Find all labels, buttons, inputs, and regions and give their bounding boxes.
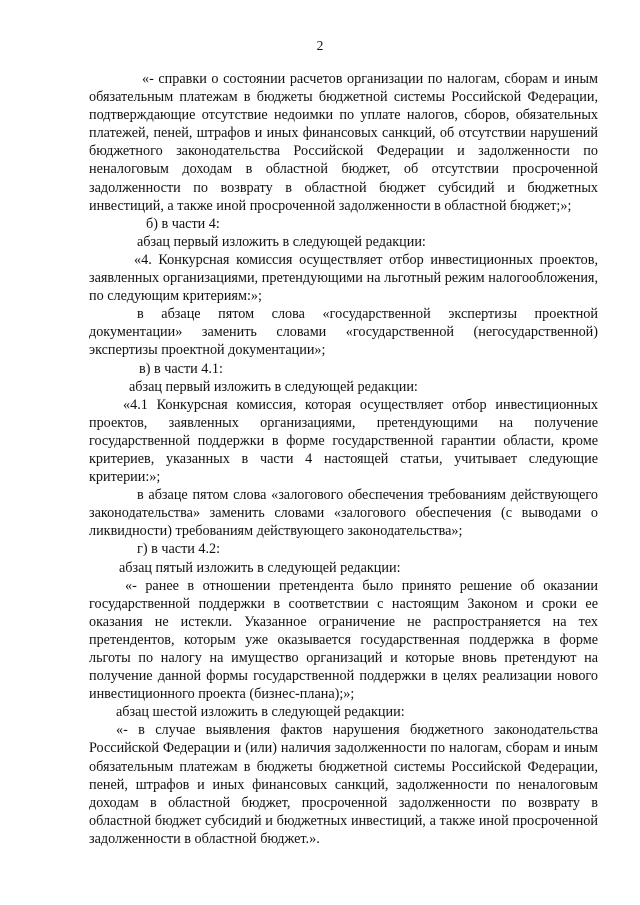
paragraph-part-4-first-clause-instruction: абзац первый изложить в следующей редакции: (137, 233, 426, 250)
paragraph-part-4-heading: б) в части 4: (146, 215, 220, 232)
paragraph-part-4-2-fifth-clause-instruction: абзац пятый изложить в следующей редакции: (119, 559, 401, 576)
paragraph-part-4-2-heading: г) в части 4.2: (137, 541, 221, 558)
paragraph-part-4-new-text: «4. Конкурсная комиссия осуществляет отбор инвестиционных проектов, заявленных организациями, претендующими на льготный режим налогообложения, по следующим критериям:»; (89, 251, 598, 305)
paragraph-part-4-2-sixth-clause-text: «- в случае выявления фактов нарушения бюджетного законодательства Российской Федерации и (или) наличия задолженности по налогам, сборам и иным обязательным платежам в бюджеты бюджетной системы Российской Федерации, пеней, штрафов и иных финансовых санкций, задолженности по неналоговым доходам в областной бюджет, просроченной задолженности по возврату в областной бюджет субсидий и бюджетных инвестиций, а также иной просроченной задолженности в областной бюджет.». (89, 722, 598, 847)
paragraph-part-4-1-fifth-clause: в абзаце пятом слова «залогового обеспечения требованиям действующего законодательства» заменить словами «залогового обеспечения (с выводами о ликвидности) требованиям действующего законодательства»; (89, 487, 598, 540)
paragraph-part-4-2-fifth-clause-text: «- ранее в отношении претендента было принято решение об оказании государственной поддержки в соответствии с настоящим Законом и сроки ее оказания не истекли. Указанное ограничение не распространяется на тех претендентов, которым уже оказывается государственная поддержка в форме льготы по налогу на имущество организаций и которые вновь претендуют на получение данной формы государственной поддержки в целях реализации нового инвестиционного проекта (бизнес-плана);»; (89, 577, 598, 703)
document-body (89, 70, 598, 848)
paragraph-part-4-fifth-clause: в абзаце пятом слова «государственной экспертизы проектной документации» заменить словами «государственной (негосударственной) экспертизы проектной документации»; (89, 306, 598, 359)
page-number: 2 (316, 38, 324, 53)
paragraph-part-4-1-new-text: «4.1 Конкурсная комиссия, которая осуществляет отбор инвестиционных проектов, заявленных организациями, претендующими на получение государственной поддержки в форме государственной гарантии области, кроме критериев, указанных в части 4 настоящей статьи, учитывает следующие критерии:»; (89, 396, 598, 486)
paragraph-part-4-2-sixth-clause-instruction: абзац шестой изложить в следующей редакции: (116, 704, 405, 721)
paragraph-part-4-1-first-clause-instruction: абзац первый изложить в следующей редакции: (129, 378, 418, 395)
paragraph-certificates: «- справки о состоянии расчетов организации по налогам, сборам и иным обязательным платежам в бюджеты бюджетной системы Российской Федерации, подтверждающие отсутствие недоимки по уплате налогов, сборов, обязательных платежей, пеней, штрафов и иных финансовых санкций, об отсутствии нарушений бюджетного законодательства Российской Федерации и задолженности по неналоговым доходам в областной бюджет, об отсутствии просроченной задолженности по возврату в областной бюджет субсидий и бюджетных инвестиций, а также иной просроченной задолженности в областной бюджет;»; (89, 71, 598, 214)
paragraph-part-4-1-heading: в) в части 4.1: (139, 360, 223, 377)
